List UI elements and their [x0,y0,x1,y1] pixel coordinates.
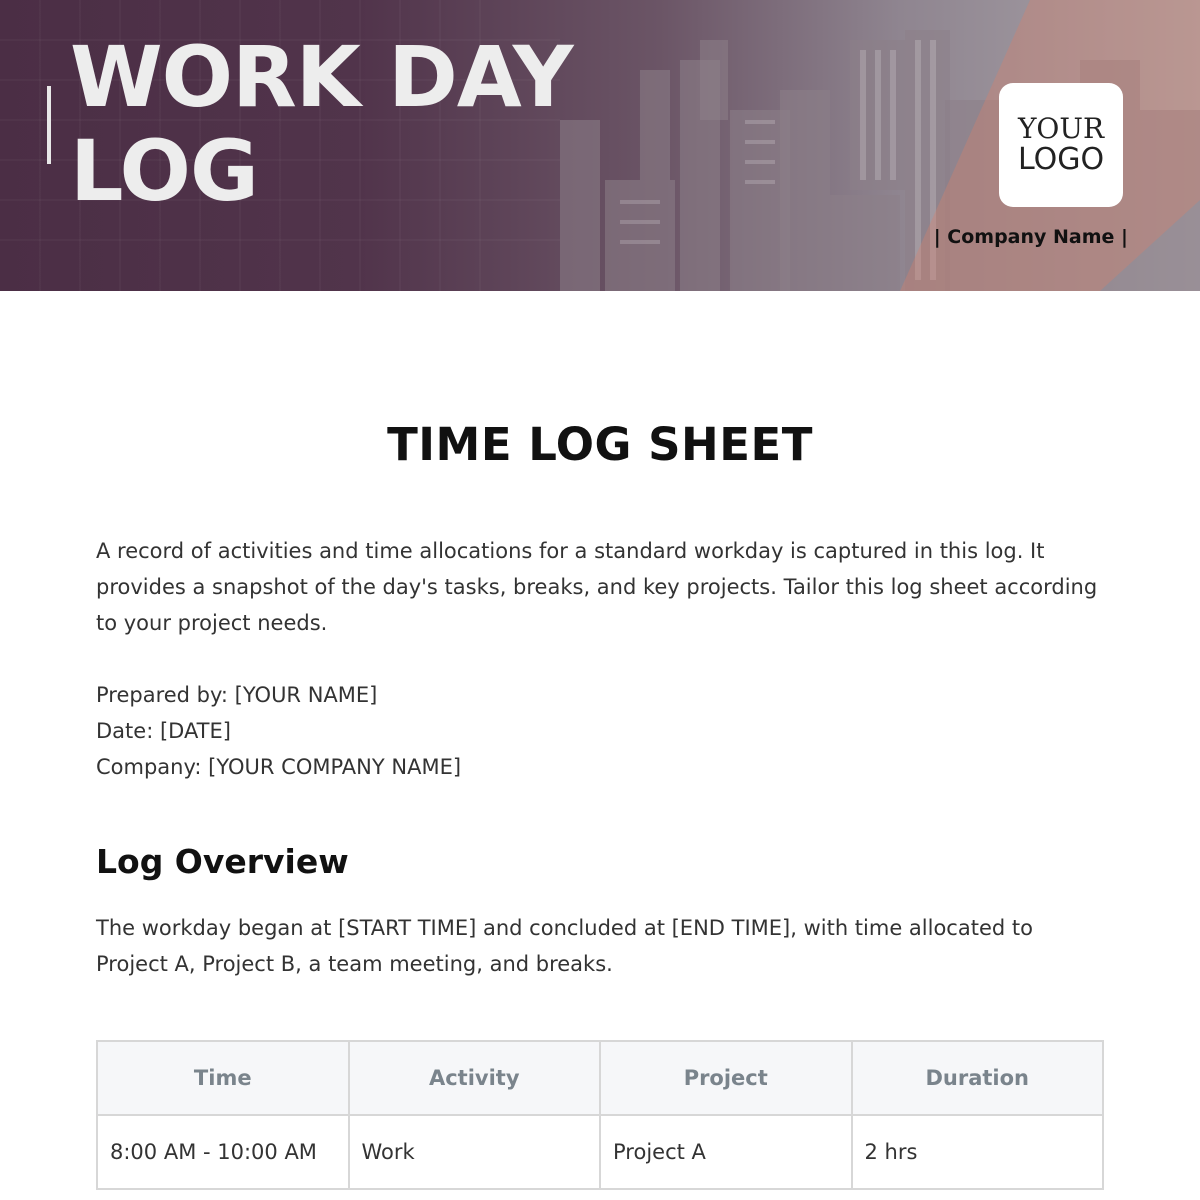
company-name: | Company Name | [933,226,1128,248]
intro-paragraph: A record of activities and time allocations for a standard workday is captured in this log. It provides a snapshot of the day's tasks, breaks, and key projects. Tailor this log sheet according to your project needs. [96,539,1098,635]
cell-activity: Work [349,1115,601,1189]
column-header-time: Time [97,1041,349,1115]
prepared-by: Prepared by: [YOUR NAME] [96,683,378,707]
company-field: Company: [YOUR COMPANY NAME] [96,755,462,779]
cell-project: Project A [600,1115,852,1189]
cell-time: 8:00 AM - 10:00 AM [97,1115,349,1189]
title-accent-bar [47,86,51,164]
document-meta [96,677,1106,785]
logo-text-line2: LOGO [1017,142,1105,177]
banner-title-line2: LOG [70,122,258,220]
banner-title [70,30,630,218]
table-header-row [97,1041,1103,1115]
cell-duration: 2 hrs [852,1115,1104,1189]
column-header-activity: Activity [349,1041,601,1115]
overview-paragraph: The workday began at [START TIME] and concluded at [END TIME], with time allocated to Project A, Project B, a team meeting, and breaks. [96,916,1033,976]
table-row [97,1115,1103,1189]
logo-text-line1: YOUR [1017,112,1105,145]
company-logo [999,83,1123,207]
banner-title-line1: WORK DAY [70,28,573,126]
document-date: Date: [DATE] [96,719,231,743]
document-title: TIME LOG SHEET [387,418,813,471]
section-heading-log-overview: Log Overview [96,842,349,881]
column-header-project: Project [600,1041,852,1115]
header-banner [0,0,1200,291]
time-log-table [96,1040,1104,1190]
column-header-duration: Duration [852,1041,1104,1115]
